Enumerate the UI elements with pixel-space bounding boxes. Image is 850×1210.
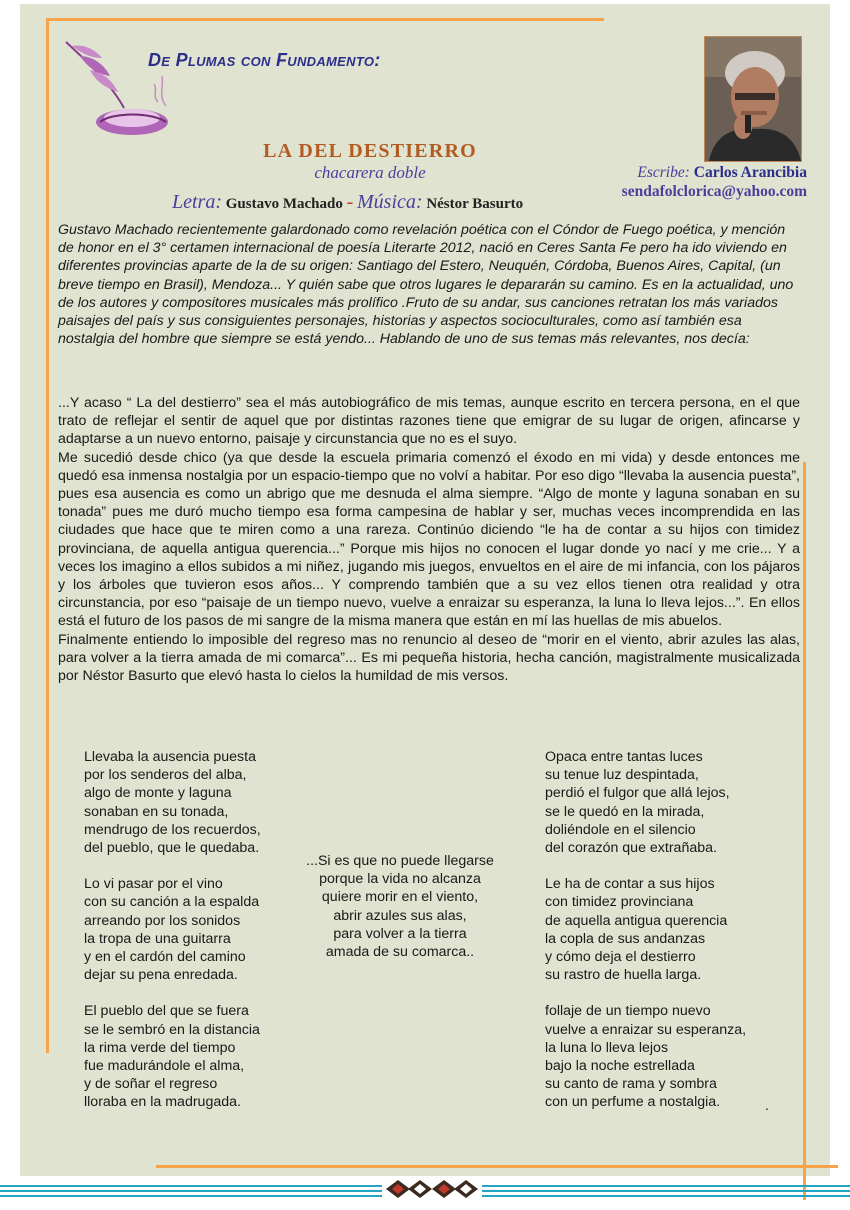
verse-line: Lo vi pasar por el vino	[84, 876, 223, 893]
verse-line: fue madurándole el alma,	[84, 1058, 245, 1075]
verse-line: Llevaba la ausencia puesta	[84, 749, 256, 765]
verse-line: follaje de un tiempo nuevo	[545, 1003, 711, 1020]
verse-line: arreando por los sonidos	[84, 912, 241, 929]
intro-paragraph: Gustavo Machado recientemente galardonado como revelación poética con el Cóndor de Fuego poética, y mención de honor en el 3° certamen internacional de poesía Literarte 2012, nació en Ceres Santa Fe pero ha ido viviendo en diferentes provincias aparte de la de su origen: Santiago del Estero, Neuquén, Córdoba, Buenos Aires, Capital, (un breve tiempo en Brasil), Mendoza... Y quién sabe que otros lugares le depararán su camino. Es en la actualidad, uno de los autores y compositores musicales más prolífico .Fruto de su andar, sus canciones retratan los más variados paisajes del país y sus consiguientes personajes, historias y aspectos socioculturales, como así también esa nostalgia del hombre que siempre se está yendo... Hablando de uno de sus temas más relevantes, nos decía:	[58, 222, 794, 348]
verse-line: para volver a la tierra	[333, 925, 467, 942]
verse-line: por los senderos del alba,	[84, 767, 247, 784]
verse-line: bajo la noche estrellada	[545, 1058, 695, 1075]
verse-line: Le ha de contar a sus hijos	[545, 876, 715, 893]
verse-line: se le quedó en la mirada,	[545, 803, 705, 820]
verse-line: del pueblo, que le quedaba.	[84, 840, 260, 857]
stanza	[84, 748, 261, 857]
article-subtitle: chacarera doble	[314, 163, 426, 182]
author-photo	[704, 36, 802, 162]
verse-line: dejar su pena enredada.	[84, 967, 238, 984]
verse-line: su canto de rama y sombra	[545, 1076, 717, 1093]
verse-line: la rima verde del tiempo	[84, 1039, 236, 1056]
top-orange-line	[46, 18, 604, 21]
verse-line: algo de monte y laguna	[84, 785, 232, 802]
stanza	[84, 875, 261, 984]
letra-author: Gustavo Machado	[225, 196, 343, 212]
verse-line: la copla de sus andanzas	[545, 930, 706, 947]
verse-line: la luna lo lleva lejos	[545, 1039, 669, 1056]
verse-line: del corazón que extrañaba.	[545, 840, 717, 857]
body-paragraph-1: ...Y acaso “ La del destierro” sea el más autobiográfico de mis temas, aunque escrito en tercera persona, en el que trato de reflejar el sentir de aquel que por distintas razones tiene que emigrar de su lugar de origen, afincarse y adaptarse a un nuevo entorno, paisaje y circunstancia que no es el suyo.	[58, 395, 800, 448]
verse-line: su rastro de huella larga.	[545, 967, 702, 984]
poem-chorus	[280, 852, 520, 961]
verse-line: porque la vida no alcanza	[319, 871, 481, 888]
musica-label: Música:	[357, 191, 423, 213]
verse-line: perdió el fulgor que allá lejos,	[545, 785, 730, 802]
poem-column-right	[545, 748, 746, 1130]
stanza	[84, 1002, 261, 1111]
verse-line: la tropa de una guitarra	[84, 930, 231, 947]
stanza	[545, 1002, 746, 1111]
left-orange-line	[46, 18, 49, 1053]
article-body	[58, 394, 800, 685]
verse-line: y en el cardón del camino	[84, 949, 246, 966]
verse-line: vuelve a enraizar su esperanza,	[545, 1021, 747, 1038]
verse-line: sonaban en su tonada,	[84, 803, 229, 820]
byline-author: Carlos Arancibia	[693, 164, 807, 181]
end-mark: .	[765, 1097, 769, 1113]
byline-label: Escribe:	[637, 164, 690, 181]
body-paragraph-2: Me sucedió desde chico (ya que desde la escuela primaria comenzó el éxodo en mi vida) y desde entonces me quedó esa inmensa nostalgia por un espacio-tiempo que no volví a habitar. Por eso digo “llevaba la ausencia puesta”, pues esa ausencia es como un abrigo que me desnuda el alma siempre. “Algo de monte y laguna sonaban en su tonada” pues me duró mucho tiempo esa forma campesina de hablar y ser, muchas veces incomprendida en las ciudades que hace que te miren como a una rareza. Continúo diciendo “le ha de contar a su hijos con timidez provinciana, de aquella antigua querencia...” Porque mis hijos no conocen el lugar donde yo nací y me crie... Y a veces los imagino a ellos subidos a mi niñez, jugando mis juegos, envueltos en el aire de mi infancia, con los pájaros y los árboles que tuvieron esos años... Y comprendo también que a su vez ellos tienen otra realidad y otra circunstancia, por eso “paisaje de un tiempo nuevo, vuelve a enraizar su esperanza, la luna lo lleva lejos...”. En ellos está el futuro de los pasos de mi sangre de la misma manera que están en mí las huellas de mis abuelos.	[58, 449, 800, 630]
verse-line: ...Si es que no puede llegarse	[306, 853, 494, 869]
verse-line: su tenue luz despintada,	[545, 767, 699, 784]
credits-separator: -	[346, 191, 354, 213]
poem-column-left	[84, 748, 261, 1130]
verse-line: doliéndole en el silencio	[545, 821, 696, 838]
verse-line: El pueblo del que se fuera	[84, 1003, 249, 1020]
verse-line: y cómo deja el destierro	[545, 949, 696, 966]
body-paragraph-3: Finalmente entiendo lo imposible del regreso mas no renuncio al deseo de “morir en el viento, abrir azules las alas, para volver a la tierra amada de mi comarca”... Es mi pequeña historia, hecha canción, magistralmente musicalizada por Néstor Basurto que elevó hasta lo cielos la humildad de mis versos.	[58, 631, 800, 685]
verse-line: con timidez provinciana	[545, 894, 694, 911]
article-title: LA DEL DESTIERRO	[263, 140, 477, 162]
verse-line: y de soñar el regreso	[84, 1076, 218, 1093]
byline	[622, 163, 807, 201]
right-orange-line	[803, 462, 806, 1200]
verse-line: de aquella antigua querencia	[545, 912, 728, 929]
letra-label: Letra:	[172, 191, 222, 213]
musica-author: Néstor Basurto	[426, 196, 524, 212]
verse-line: Opaca entre tantas luces	[545, 749, 703, 765]
stanza	[545, 748, 746, 857]
verse-line: mendrugo de los recuerdos,	[84, 821, 261, 838]
verse-line: con su canción a la espalda	[84, 894, 260, 911]
verse-line: amada de su comarca..	[325, 944, 475, 961]
song-credits	[172, 191, 523, 214]
verse-line: con un perfume a nostalgia.	[545, 1094, 721, 1111]
ethnic-pattern-emblem	[382, 1176, 482, 1202]
verse-line: lloraba en la madrugada.	[84, 1094, 241, 1111]
byline-email[interactable]: sendafolclorica@yahoo.com	[621, 183, 807, 200]
bottom-orange-line	[156, 1165, 838, 1168]
stanza	[545, 875, 746, 984]
verse-line: quiere morir en el viento,	[321, 889, 479, 906]
section-heading: De Plumas con Fundamento:	[148, 50, 381, 70]
verse-line: abrir azules sus alas,	[333, 907, 467, 924]
verse-line: se le sembró en la distancia	[84, 1021, 260, 1038]
